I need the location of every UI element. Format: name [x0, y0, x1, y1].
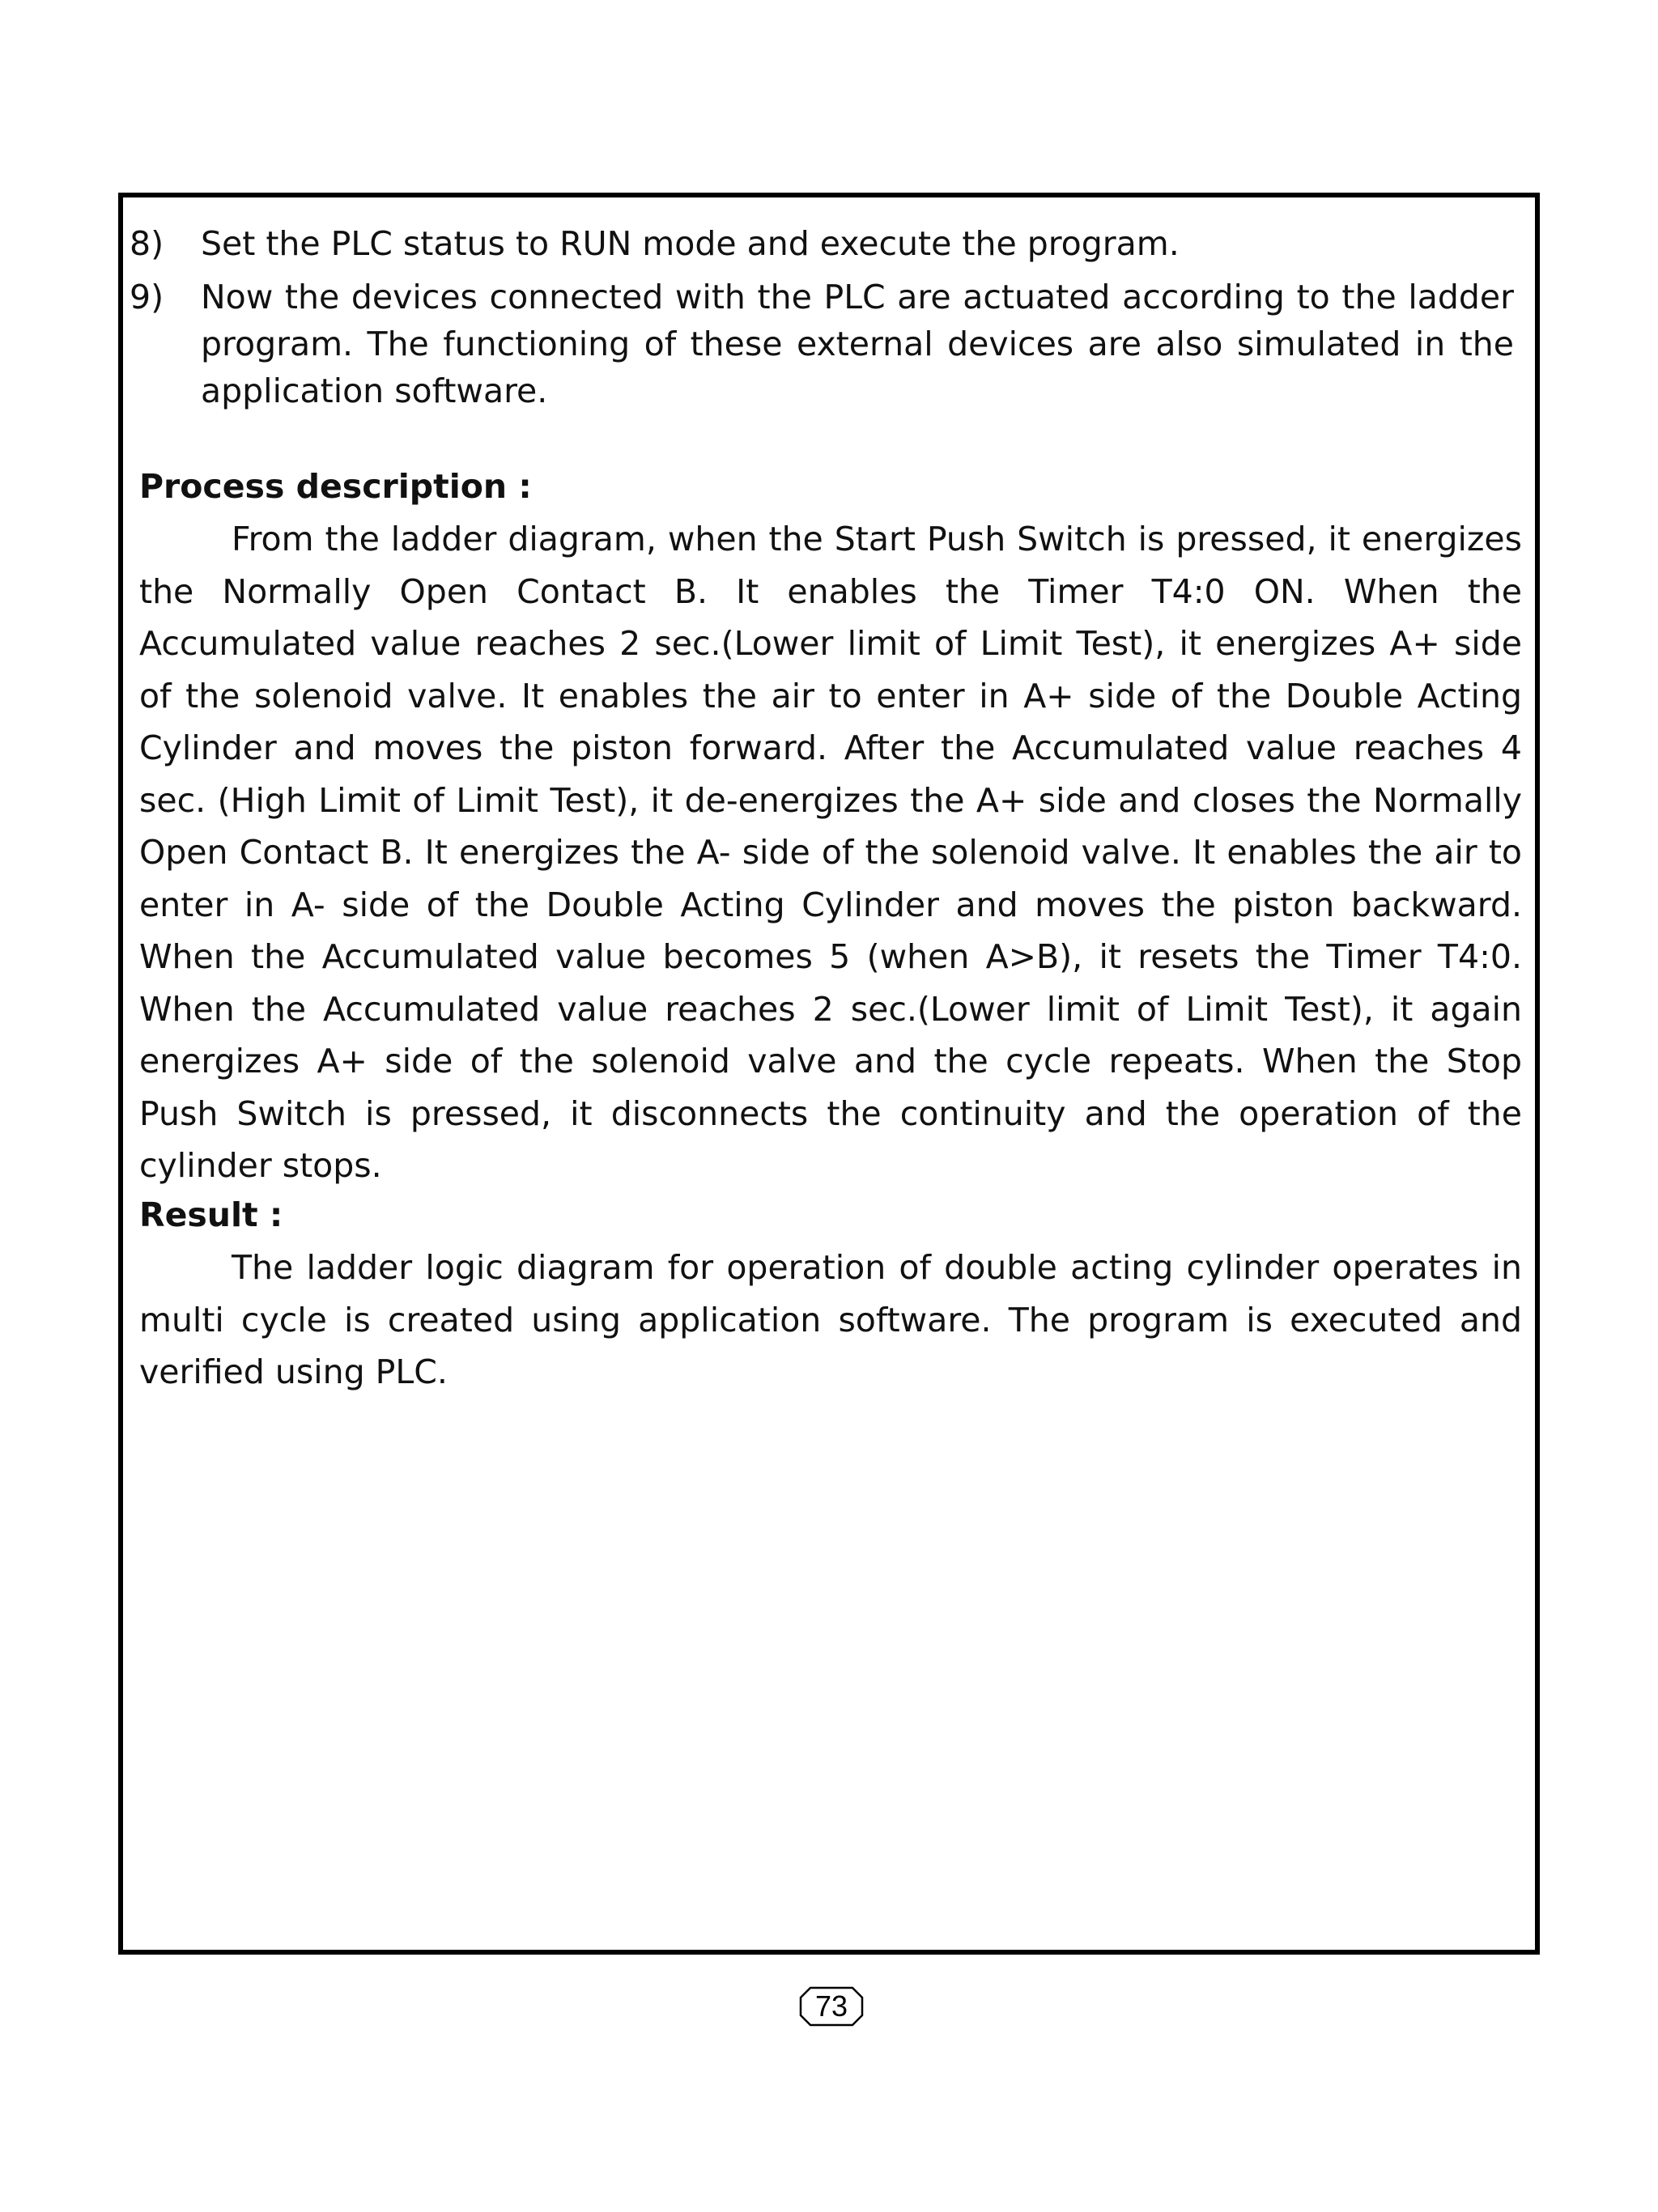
procedure-steps	[130, 220, 1514, 421]
step-item	[130, 274, 1514, 414]
step-number: 8)	[130, 224, 164, 263]
step-item	[130, 220, 1514, 267]
page-number: 73	[814, 1989, 848, 2023]
result-text: The ladder logic diagram for operation of double acting cylinder operates in multi cycle is created using application software. The program is executed and verified using PLC.	[139, 1248, 1522, 1391]
result-heading: Result :	[139, 1195, 283, 1234]
step-text: Set the PLC status to RUN mode and execute the program.	[201, 224, 1180, 263]
process-description-section	[139, 463, 1522, 1192]
page-number-badge	[799, 1986, 864, 2027]
result-section	[139, 1191, 1522, 1399]
process-description-text: From the ladder diagram, when the Start Push Switch is pressed, it energizes the Normally Open Contact B. It enables the Timer T4:0 ON. When the Accumulated value reaches 2 sec.(Lower limit of Limit Test), it energizes A+ side of the solenoid valve. It enables the air to enter in A+ side of the Double Acting Cylinder and moves the piston forward. After the Accumulated value reaches 4 sec. (High Limit of Limit Test), it de-energizes the A+ side and closes the Normally Open Contact B. It energizes the A- side of the solenoid valve. It enables the air to enter in A- side of the Double Acting Cylinder and moves the piston backward. When the Accumulated value becomes 5 (when A>B), it resets the Timer T4:0. When the Accumulated value reaches 2 sec.(Lower limit of Limit Test), it again energizes A+ side of the solenoid valve and the cycle repeats. When the Stop Push Switch is pressed, it disconnects the continuity and the operation of the cylinder stops.	[139, 520, 1522, 1185]
process-description-heading: Process description :	[139, 467, 532, 506]
step-text: Now the devices connected with the PLC are actuated according to the ladder program. The functioning of these external devices are also simulated in the application software.	[201, 278, 1514, 410]
step-number: 9)	[130, 278, 164, 316]
